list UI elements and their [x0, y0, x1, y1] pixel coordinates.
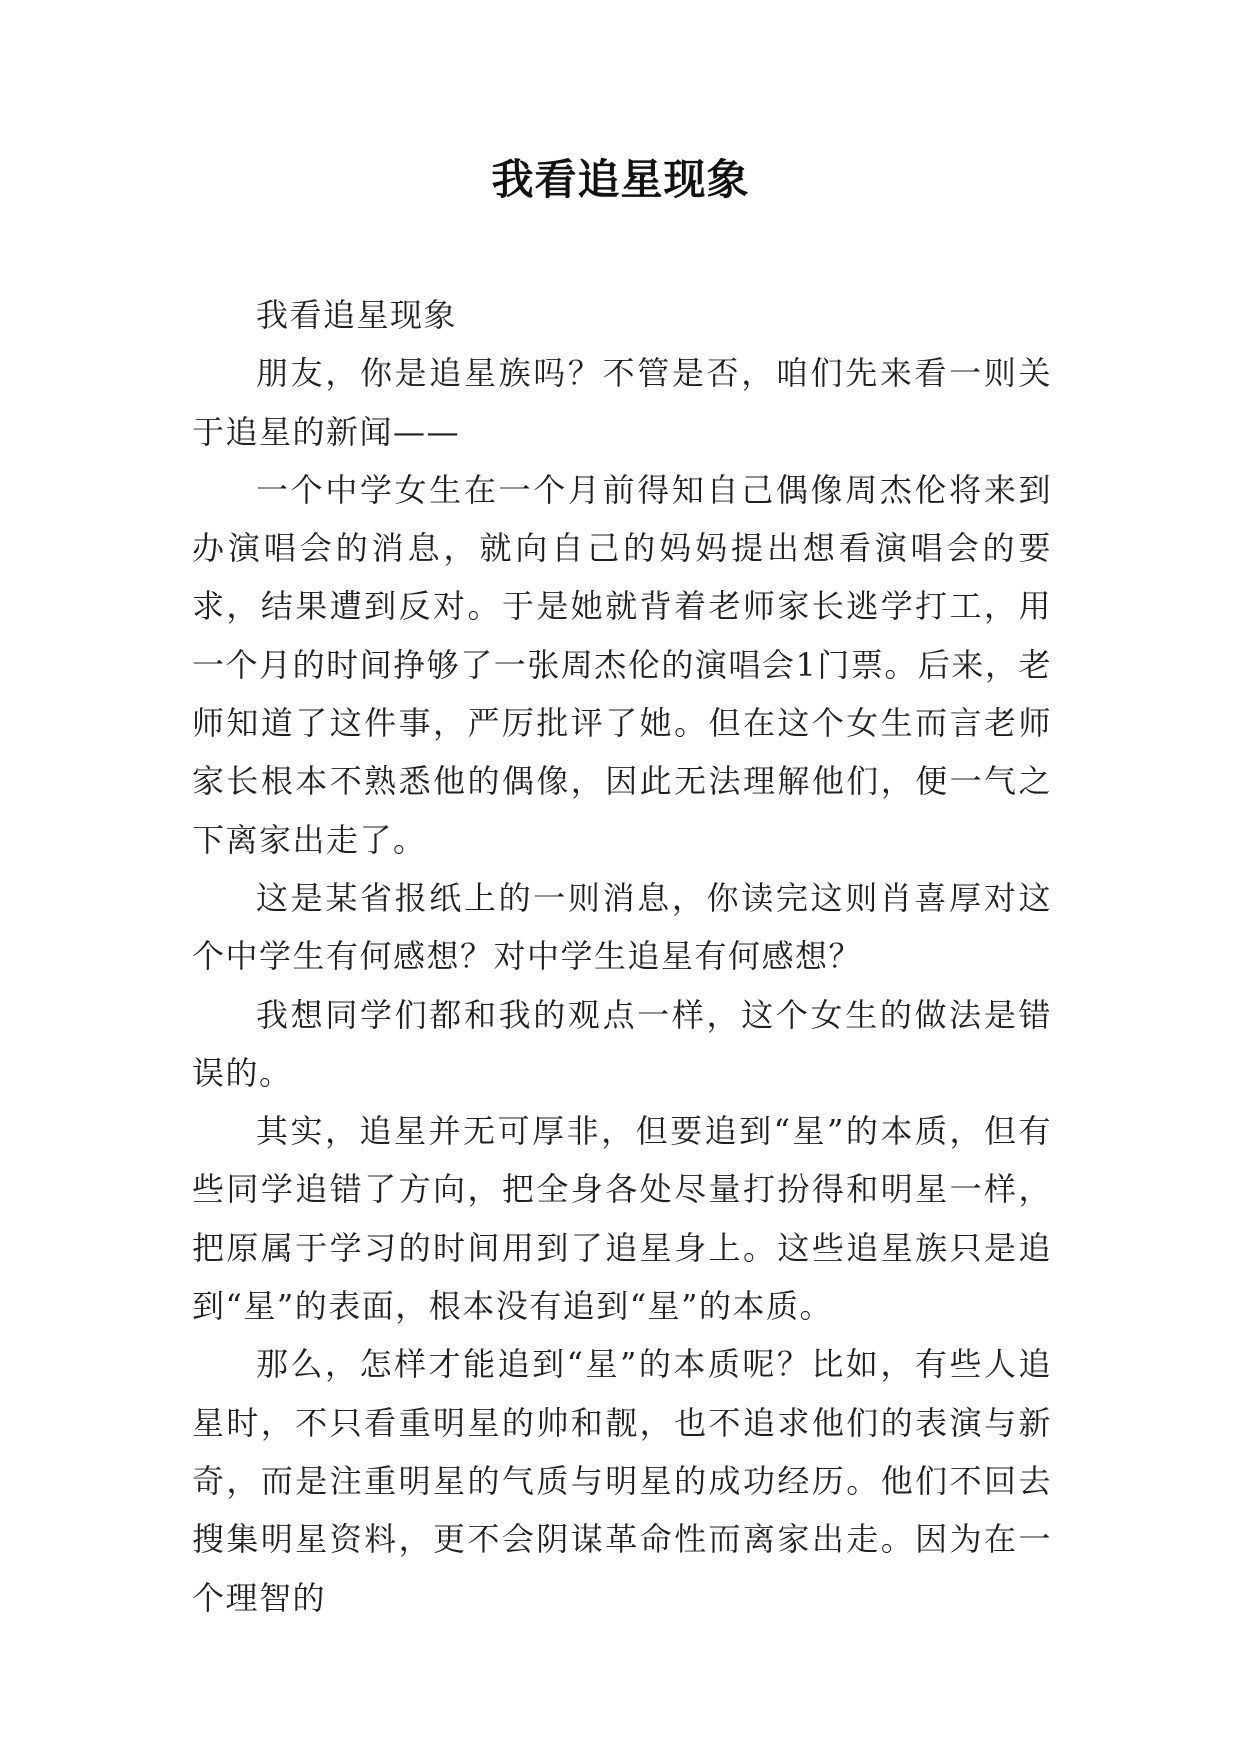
document-title: 我看追星现象	[491, 155, 750, 204]
paragraph: 朋友，你是追星族吗？不管是否，咱们先来看一则关于追星的新闻——	[192, 354, 1052, 451]
document-body	[192, 286, 1052, 1627]
paragraph: 这是某省报纸上的一则消息，你读完这则肖喜厚对这个中学生有何感想？对中学生追星有何感想？	[192, 878, 1052, 976]
paragraph: 其实，追星并无可厚非，但要追到“星”的本质，但有些同学追错了方向，把全身各处尽量打扮得和明星一样，把原属于学习的时间用到了追星身上。这些追星族只是追到“星”的表面，根本没有追到“星”的本质。	[192, 1112, 1052, 1326]
paragraph: 一个中学女生在一个月前得知自己偶像周杰伦将来到办演唱会的消息，就向自己的妈妈提出想看演唱会的要求，结果遭到反对。于是她就背着老师家长逃学打工，用一个月的时间挣够了一张周杰伦的演唱会1门票。后来，老师知道了这件事，严厉批评了她。但在这个女生而言老师家长根本不熟悉他的偶像，因此无法理解他们，便一气之下离家出走了。	[192, 470, 1052, 859]
paragraph: 我想同学们都和我的观点一样，这个女生的做法是错误的。	[192, 995, 1052, 1092]
paragraph: 那么，怎样才能追到“星”的本质呢？比如，有些人追星时，不只看重明星的帅和靓，也不追求他们的表演与新奇，而是注重明星的气质与明星的成功经历。他们不回去搜集明星资料，更不会阴谋革命性而离家出走。因为在一个理智的	[192, 1345, 1052, 1617]
paragraph: 我看追星现象	[256, 296, 458, 334]
